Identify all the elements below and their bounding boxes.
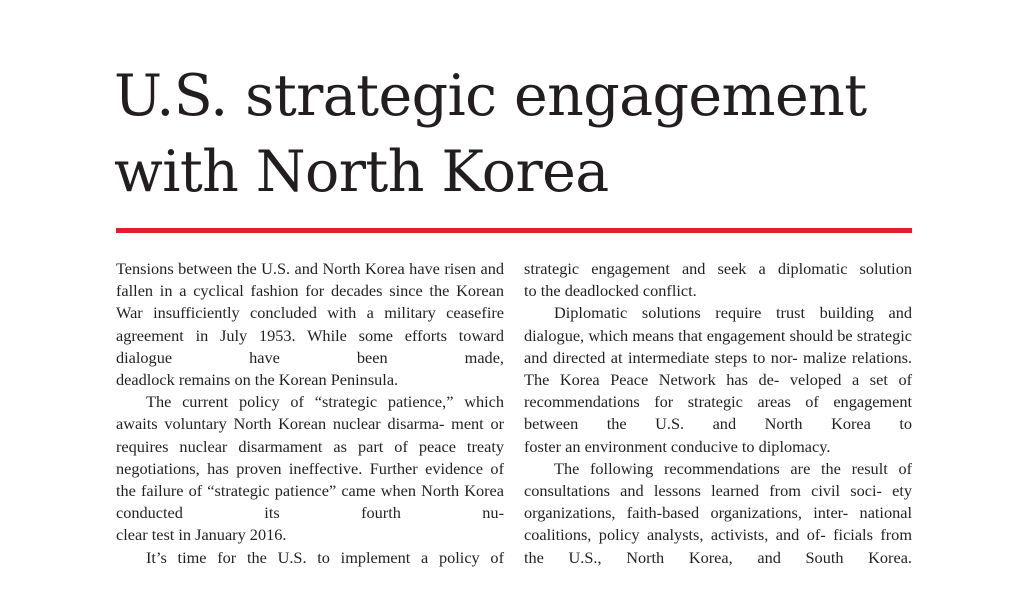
text-line: awaits voluntary North Korean nuclear disarma- bbox=[116, 414, 445, 434]
text-line: Tensions between the U.S. and North Korea have bbox=[116, 259, 440, 278]
text-line: some efforts toward dialogue have been made, bbox=[116, 325, 504, 367]
text-line: national coalitions, policy analysts, activists, and of- bbox=[524, 503, 912, 545]
text-line: of engagement between the U.S. and North Korea to bbox=[524, 392, 912, 434]
text-line: malize relations. The Korea Peace Network has de- bbox=[524, 347, 912, 390]
paragraph bbox=[116, 391, 504, 524]
text-line: a military ceasefire agreement in July 1953. While bbox=[116, 303, 504, 345]
article-title-line-1: U.S. strategic engagement bbox=[114, 63, 867, 129]
text-line: clear test in January 2016. bbox=[116, 525, 287, 545]
text-line: foster an environment conducive to diplomacy. bbox=[524, 436, 831, 456]
text-line: ficials from the U.S., North Korea, and South Korea. bbox=[524, 525, 912, 567]
paragraph-end bbox=[524, 280, 912, 302]
text-line: since the Korean War insufficiently concluded with bbox=[116, 281, 504, 323]
text-line: strategic engagement and seek a diplomatic solution bbox=[524, 259, 912, 278]
title-divider-rule bbox=[116, 228, 912, 233]
text-line: The current policy of “strategic patience,” which bbox=[146, 392, 504, 412]
paragraph-end bbox=[116, 524, 504, 546]
paragraph bbox=[116, 547, 504, 569]
text-line: strategic and directed at intermediate steps to nor- bbox=[524, 325, 913, 367]
text-line: deadlock remains on the Korean Peninsula. bbox=[116, 370, 399, 390]
text-line: peace treaty negotiations, has proven ineffective. bbox=[116, 436, 504, 478]
text-line: It’s time for the U.S. to implement a policy of bbox=[146, 547, 504, 567]
text-line: veloped a set of recommendations for strategic areas bbox=[524, 370, 913, 412]
paragraph-end bbox=[524, 436, 912, 458]
text-line: to the deadlocked conflict. bbox=[524, 281, 697, 301]
paragraph bbox=[524, 258, 912, 280]
paragraph bbox=[116, 258, 504, 369]
text-line: Diplomatic solutions require trust building and bbox=[554, 303, 912, 323]
right-text-column bbox=[524, 258, 912, 569]
text-line: of consultations and lessons learned from civil soci- bbox=[524, 458, 912, 501]
paragraph bbox=[524, 302, 912, 435]
article-title bbox=[114, 58, 934, 210]
text-line: risen and fallen in a cyclical fashion for decades bbox=[116, 259, 505, 301]
text-line: Further evidence of the failure of “strategic patience” bbox=[116, 458, 504, 501]
article-title-line-2: with North Korea bbox=[114, 139, 609, 205]
paragraph-end bbox=[116, 369, 504, 391]
text-line: ment or requires nuclear disarmament as part of bbox=[116, 414, 505, 456]
text-line: ety organizations, faith-based organizations, inter- bbox=[524, 481, 912, 523]
text-line: The following recommendations are the result bbox=[554, 458, 888, 478]
paragraph bbox=[524, 458, 912, 569]
left-text-column bbox=[116, 258, 504, 569]
text-line: dialogue, which means that engagement should be bbox=[524, 325, 853, 345]
text-line: came when North Korea conducted its fourth nu- bbox=[116, 481, 504, 523]
